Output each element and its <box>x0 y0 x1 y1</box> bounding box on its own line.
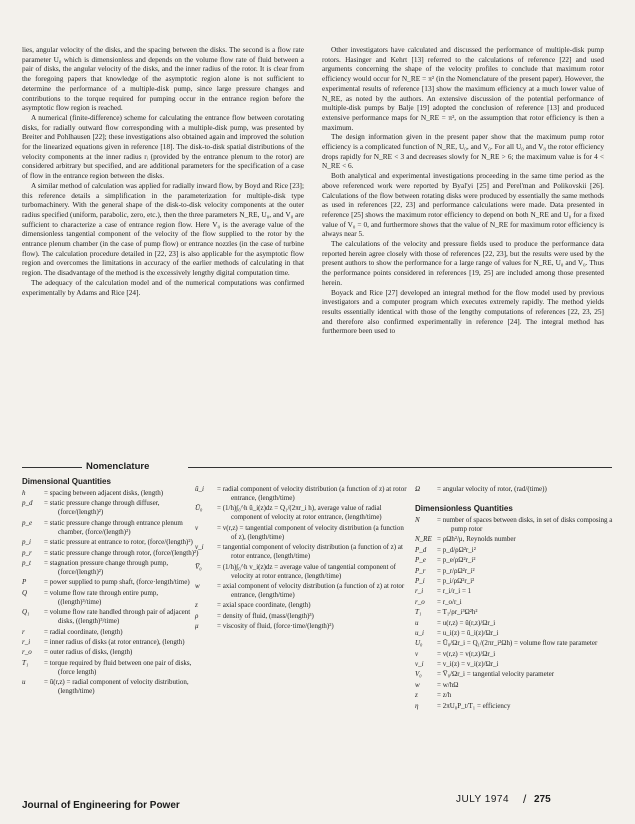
body-column-right <box>322 45 604 336</box>
nomenclature-entry <box>22 549 202 558</box>
nomenclature-entry <box>415 546 615 555</box>
definition: = static pressure at entrance to rotor, (force/(length)²) <box>44 538 193 547</box>
paragraph: Boyack and Rice [27] developed an integral method for the flow model used by previous investigators and a computer program which executes extremely rapidly. The method yields results essentially identical with those of the lengthy computations of references [22, 23, 25] and therefore also confirmed experimentally in reference [24]. The integral method has furthermore been used to <box>322 287 604 336</box>
definition: = density of fluid, (mass/(length)³) <box>217 611 314 620</box>
symbol: v_i <box>195 543 204 552</box>
definition: = number of spaces between disks, in set of disks composing a pump rotor <box>437 516 613 533</box>
nomenclature-entry <box>22 578 202 587</box>
definition: = static pressure change through diffuser, (force/(length)²) <box>44 499 160 517</box>
definition: = ū(r,z) = radial component of velocity distribution, (length/time) <box>44 678 189 696</box>
definition: = r_o/r_i <box>437 597 462 606</box>
nomenclature-entry <box>415 556 615 565</box>
paragraph: Other investigators have calculated and discussed the performance of multiple-disk pump rotors. Hasinger and Kehrt [13] referred to the calculations of reference [22] and used arguments concerning the shape of the velocity profiles to conclude that maximum rotor efficiency would occur for N_RE = π² (in the Nomenclature of the present paper). However, the experimental results of reference [13] show the maximum efficiency at a much lower value of N_RE, as noted by the authors. An extensive discussion of the potential performance of multiple-disk pumps by Balje [19] adopted the conclusion of reference [13] and produced extensive performance maps for N_RE = π², on the assumption that rotor efficiency is then a maximum. <box>322 45 604 132</box>
nomenclature-entry <box>415 535 615 544</box>
nomenclature-entry <box>415 650 615 659</box>
definition: = ρΩh²/μ, Reynolds number <box>437 535 516 544</box>
nomenclature-entry <box>22 628 202 637</box>
symbol: z <box>415 691 418 700</box>
definition: = volume flow rate handled through pair of adjacent disks, ((length)³/time) <box>44 608 191 626</box>
symbol: p_e <box>22 518 33 527</box>
symbol: P_r <box>415 566 426 575</box>
paragraph: A numerical (finite-difference) scheme for calculating the entrance flow between corotating disks, for radially outward flow corresponding with a multiple-disk pump, was presented by Breiter and Pohlhausen [22]; these investigations also obtained again and improved the solution for the linearized equations given in reference [18]. The disk-to-disk spatial distributions of the velocity components at the inner radius rᵢ (provided by the entrance plenum to the rotor) are considered arbitrary but specified, and are additional parameters for the specification of a case of flow in the entrance region between the disks. <box>22 112 304 181</box>
symbol: u_i <box>415 628 424 637</box>
nomenclature-entry <box>22 659 202 677</box>
definition: = angular velocity of rotor, (rad/(time)) <box>437 485 547 493</box>
symbol: Ω <box>415 485 421 493</box>
symbol: r_o <box>22 648 32 657</box>
definition: = u(r,z) = ū(r,z)/Ωr_i <box>437 618 496 627</box>
definition: = w/hΩ <box>437 680 459 689</box>
nomenclature-entry <box>415 577 615 586</box>
symbol: r <box>22 627 25 636</box>
nomenclature-entry <box>195 582 410 600</box>
definition: = outer radius of disks, (length) <box>44 648 133 657</box>
symbol: Q₁ <box>22 608 30 617</box>
definition: = power supplied to pump shaft, (force·length/time) <box>44 578 190 587</box>
definition: = spacing between adjacent disks, (length) <box>44 489 164 497</box>
symbol: p_t <box>22 558 31 567</box>
nomenclature-entry <box>22 489 202 498</box>
definition: = radial coordinate, (length) <box>44 627 123 636</box>
symbol: r_o <box>415 597 425 606</box>
nomenclature-entry <box>195 612 410 621</box>
paragraph: The calculations of the velocity and pressure fields used to produce the performance data reported herein agree closely with those of references [22, 23], but the results were used by the present authors to show the performance for a large range of values for N_RE, U₀ and V₀. Thus the performance points considered in references [19, 25] are included among those presented herein. <box>322 239 604 287</box>
definition: = v(r,z) = v(r,z)/Ωr_i <box>437 649 496 658</box>
nomenclature-entry <box>22 638 202 647</box>
symbol: w <box>195 581 200 590</box>
nomenclature-entry <box>415 660 615 669</box>
symbol: P_e <box>415 556 426 565</box>
symbol: N <box>415 516 420 524</box>
symbol: z <box>195 601 198 610</box>
paragraph: A similar method of calculation was applied for radially inward flow, by Boyd and Rice [23]; this reference details a simplification in the parameterization for multiple-disk type turbomachinery. With the general shape of the disk-to-disk velocity components at the outer radius specified (uniform, parabolic, zero, etc.), then the three parameters N_RE, U₀, and V₀ are sufficient to characterize a case of entrance region flow. Here V₀ is the average value of the dimensionless tangential component of the velocity of the flow supplied to the rotor by the entrance plenum chamber (in the case of pump flow) or entrance nozzles (in the case of turbine flow). The calculation procedure detailed in [22, 23] is also applicable for the asymptotic flow region and overcomes the limitations in accuracy of the earlier methods of calculating in that region. The disadvantage of the method is the excessively lengthy digital computation time. <box>22 180 304 278</box>
nomenclature-list <box>195 485 410 631</box>
nomenclature-entry <box>415 670 615 679</box>
symbol: u <box>22 678 26 687</box>
paragraph: The adequacy of the calculation model and of the numerical computations was confirmed experimentally by Adams and Rice [24]. <box>22 277 304 297</box>
nomenclature-entry <box>415 516 615 534</box>
symbol: v <box>195 523 199 532</box>
nomenclature-entry <box>22 589 202 607</box>
symbol: N_RE <box>415 535 432 544</box>
definition: = stagnation pressure change through pump, (force/(length)²) <box>44 558 169 576</box>
nomenclature-entry <box>415 485 615 494</box>
definition: = static pressure change through entrance plenum chamber, (force/(length)²) <box>44 518 183 536</box>
nomenclature-entry <box>195 524 410 542</box>
divider <box>188 467 612 468</box>
symbol: v <box>415 649 419 658</box>
nomenclature-entry <box>195 543 410 561</box>
definition: = v(r,z) = tangential component of velocity distribution (a function of z), (length/time) <box>217 523 404 541</box>
definition: = V̅₀/Ωr_i = tangential velocity parameter <box>437 670 555 679</box>
symbol: r_i <box>22 637 31 646</box>
definition: = p_i/ρΩ²r_i² <box>437 576 475 585</box>
paragraph: The design information given in the present paper show that the maximum pump rotor efficiency is a complicated function of N_RE, U₀, and V₀. For all U₀ and V₀ the rotor efficiency drops rapidly for N_RE < 3 and decreases slowly for N_RE > 6; the maximum value is for 4 < N_RE < 6. <box>322 132 604 171</box>
paragraph: lies, angular velocity of the disks, and the spacing between the disks. The second is a flow rate parameter U₀ which is dimensionless and depends on the volume flow rate of fluid between a pair of disks, the angular velocity of the disks, and the inner radius of the rotor. It is clear from the foregoing papers that knowledge of the asymptotic region alone is not sufficient to determine the performance of a multiple-disk pump, since large pressure changes and contributions to the torque required for pumping occur in the entrance region before the asymptotic flow region is reached. <box>22 45 304 113</box>
symbol: u <box>415 618 419 627</box>
symbol: p_i <box>22 538 31 547</box>
definition: = torque required by fluid between one pair of disks, (force length) <box>44 658 192 676</box>
definition: = 2πU₀P_t/T₁ = efficiency <box>437 701 511 710</box>
nomenclature-column-3 <box>415 485 615 712</box>
nomenclature-entry <box>415 639 615 648</box>
symbol: p_d <box>22 499 33 508</box>
definition: = r_i/r_i = 1 <box>437 587 472 596</box>
definition: = T₁/ρr_i³Ω²h² <box>437 608 478 617</box>
definition: = Ū₀/Ωr_i = Q₁/(2πr_i²Ωh) = volume flow rate parameter <box>437 639 598 648</box>
symbol: h <box>22 489 26 497</box>
symbol: V₀ <box>415 670 422 679</box>
symbol: v_i <box>415 660 424 669</box>
definition: = p_e/ρΩ²r_i² <box>437 556 476 565</box>
nomenclature-title: Nomenclature <box>86 461 150 472</box>
definition: = static pressure change through rotor, (force/(length)²) <box>44 548 199 557</box>
nomenclature-entry <box>415 691 615 700</box>
journal-name: Journal of Engineering for Power <box>22 800 180 811</box>
definition: = (1/h)∫₀^h v_i(z)dz = average value of tangential component of velocity at rotor entrance, (length/time) <box>217 562 396 580</box>
symbol: ū_i <box>195 485 204 493</box>
symbol: U₀ <box>415 639 423 648</box>
symbol: ρ <box>195 611 199 620</box>
nomenclature-entry <box>195 504 410 522</box>
issue-date: JULY 1974 <box>456 794 510 805</box>
symbol: T₁ <box>415 608 422 617</box>
definition: = axial component of velocity distribution (a function of z) at rotor entrance, (length/time) <box>217 581 405 599</box>
symbol: V̅₀ <box>195 562 202 571</box>
definition: = axial space coordinate, (length) <box>217 601 311 610</box>
nomenclature-entry <box>22 559 202 577</box>
nomenclature-entry <box>195 601 410 610</box>
symbol: r_i <box>415 587 424 596</box>
section-heading: Dimensionless Quantities <box>415 504 513 513</box>
nomenclature-entry <box>22 608 202 626</box>
nomenclature-entry <box>415 629 615 638</box>
nomenclature-column-2 <box>195 485 410 633</box>
symbol: T₁ <box>22 658 29 667</box>
definition: = p_r/ρΩ²r_i² <box>437 566 475 575</box>
nomenclature-entry <box>22 499 202 517</box>
nomenclature-list <box>415 516 615 711</box>
section-heading: Dimensional Quantities <box>22 477 111 486</box>
definition: = viscosity of fluid, (force·time/(length)²) <box>217 622 334 631</box>
nomenclature-entry <box>415 702 615 711</box>
definition: = p_d/ρΩ²r_i² <box>437 545 476 554</box>
definition: = v_i(z) = v_i(z)/Ωr_i <box>437 660 499 669</box>
symbol: Q <box>22 588 28 597</box>
nomenclature-entry <box>195 563 410 581</box>
symbol: p_r <box>22 548 32 557</box>
nomenclature-entry <box>415 681 615 690</box>
definition: = volume flow rate through entire pump, ((length)³/time) <box>44 588 159 606</box>
paragraph: Both analytical and experimental investigations proceeding in the same time period as the above referenced work were reported by Byal'yi [25] and Perel'man and Polikovskii [26]. Calculations of the flow between rotating disks were produced by essentially the same methods as used in references [22, 23] and performance calculations were made. Data presented in reference [25] shows the maximum rotor efficiency to depend on both N_RE and U₀ for a fixed value of V₀ = 0, and furthermore shows that the value of N_RE for maximum rotor efficiency is always near 5. <box>322 171 604 239</box>
nomenclature-list <box>415 485 615 494</box>
definition: = u_i(z) = ū_i(z)/Ωr_i <box>437 628 499 637</box>
nomenclature-list <box>22 489 202 696</box>
nomenclature-entry <box>195 485 410 503</box>
symbol: μ <box>195 622 199 631</box>
footer-separator: / <box>523 792 527 806</box>
divider <box>22 467 82 468</box>
nomenclature-entry <box>415 619 615 628</box>
nomenclature-entry <box>195 622 410 631</box>
nomenclature-column-1 <box>22 477 202 697</box>
definition: = (1/h)∫₀^h ū_i(z)dz = Q₁/(2πr_i h), average value of radial component of velocity at rotor entrance, (length/time) <box>217 504 382 522</box>
symbol: P <box>22 578 27 587</box>
symbol: w <box>415 680 420 689</box>
nomenclature-entry <box>415 567 615 576</box>
definition: = inner radius of disks (at rotor entrance), (length) <box>44 637 185 646</box>
nomenclature-entry <box>22 538 202 547</box>
definition: = tangential component of velocity distribution (a function of z) at rotor entrance, (length/time) <box>217 543 403 561</box>
nomenclature-entry <box>22 678 202 696</box>
body-column-left <box>22 45 304 297</box>
symbol: P_d <box>415 545 427 554</box>
nomenclature-entry <box>22 648 202 657</box>
nomenclature-entry <box>415 608 615 617</box>
symbol: P_i <box>415 576 425 585</box>
nomenclature-entry <box>22 519 202 537</box>
nomenclature-entry <box>415 598 615 607</box>
symbol: η <box>415 701 419 710</box>
nomenclature-header <box>22 461 612 473</box>
definition: = radial component of velocity distribution (a function of z) at rotor entrance, (length/time) <box>217 485 407 502</box>
nomenclature-entry <box>415 587 615 596</box>
definition: = z/h <box>437 691 452 700</box>
symbol: Ū₀ <box>195 504 203 513</box>
page-number: 275 <box>534 794 551 805</box>
